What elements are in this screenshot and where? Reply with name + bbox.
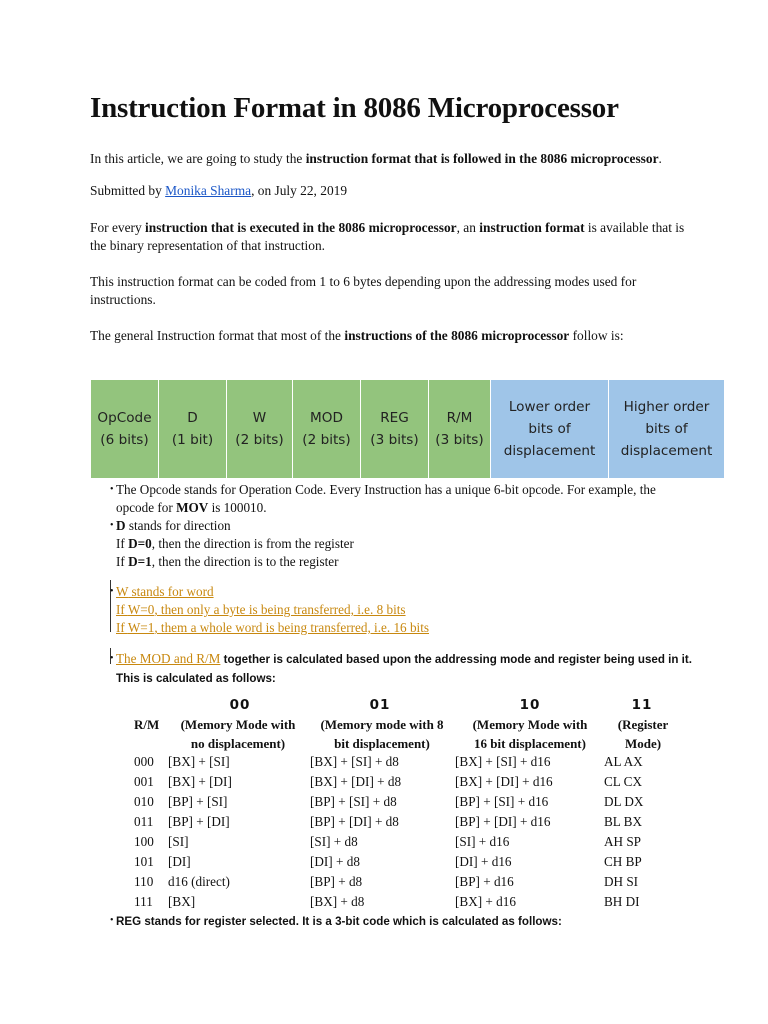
bullet-opcode (110, 481, 676, 517)
opcode-value: is 100010. (208, 500, 267, 515)
rm-col-header-line: no displacement) (190, 736, 286, 751)
rm-cell-d16: [BX] + d16 (455, 894, 516, 909)
rm-cell-register: BL BX (604, 814, 642, 829)
word-w1 (116, 619, 676, 637)
p1-text-a: For every (90, 220, 146, 235)
mod-rm-text: together is calculated based upon the addressing mode and register being used in it. This is calculated as follows: (116, 653, 692, 685)
p3-bold-b: instructions of the 8086 microprocessor (344, 328, 570, 343)
rm-col-header-01 (308, 715, 456, 753)
format-cell-name: REG (380, 410, 409, 426)
word-text: stands for word (128, 584, 214, 599)
d1-if: If (116, 554, 129, 569)
bullet-dot: • (110, 586, 114, 597)
rm-cell-d8: [BP] + d8 (310, 874, 363, 889)
rm-cell-no-disp: [BP] + [SI] (168, 794, 228, 809)
format-cell-name: MOD (310, 410, 343, 426)
d0-text: , then the direction is from the register (151, 536, 354, 551)
w0-value: W=0 (127, 602, 155, 617)
rm-cell-register: AH SP (604, 834, 642, 849)
intro-text: In this article, we are going to study the (90, 151, 306, 166)
w1-value: W=1 (127, 620, 155, 635)
rm-cell-d8: [BX] + [SI] + d8 (310, 754, 399, 769)
direction-d1 (116, 553, 676, 571)
bullet-dot: • (110, 915, 114, 926)
rm-col-header-line: bit displacement) (334, 736, 430, 751)
rm-cell-d8: [BX] + [DI] + d8 (310, 774, 402, 789)
rm-code-11: 11 (631, 697, 653, 713)
format-cell-bits: (3 bits) (435, 432, 484, 448)
rm-cell-d16: [BP] + d16 (455, 874, 514, 889)
format-cell-name: OpCode (97, 410, 152, 426)
p3-text-c: follow is: (569, 328, 624, 343)
reg-text: REG stands for register selected. It is a 3-bit code which is calculated as follows: (116, 915, 562, 928)
rm-cell-d16: [BX] + [SI] + d16 (455, 754, 551, 769)
rm-cell-d8: [BX] + d8 (310, 894, 365, 909)
bullet-word[interactable] (110, 583, 676, 637)
p1-bold-b: instruction that is executed in the 8086 microprocessor (145, 220, 457, 235)
rm-col-header-line: (Register (617, 717, 669, 732)
rm-cell-register: BH DI (604, 894, 640, 909)
rm-col-header-line: (Memory Mode with (180, 717, 296, 732)
format-row (91, 380, 725, 479)
format-cell-bits: (3 bits) (370, 432, 419, 448)
byline (90, 182, 686, 200)
rm-cell-register: AL AX (604, 754, 643, 769)
bullet-dot: • (110, 484, 114, 495)
byline-date: , on July 22, 2019 (251, 183, 348, 198)
rm-cell-d16: [BX] + [DI] + d16 (455, 774, 553, 789)
p3-text-a: The general Instruction format that most of the (90, 328, 345, 343)
rm-cell-code: 100 (134, 834, 154, 849)
rm-cell-no-disp: [DI] (168, 854, 191, 869)
word-heading (116, 583, 676, 601)
d1-text: , then the direction is to the register (151, 554, 339, 569)
format-cell-line: displacement (620, 443, 713, 459)
rm-cell-no-disp: [SI] (168, 834, 189, 849)
format-cell-line: displacement (503, 443, 596, 459)
rm-cell-no-disp: d16 (direct) (168, 874, 230, 889)
direction-heading (116, 517, 676, 535)
rm-col-header-line: (Memory Mode with (472, 717, 588, 732)
rm-cell-code: 101 (134, 854, 154, 869)
direction-letter: D (116, 518, 126, 533)
rm-label: R/M (134, 717, 160, 732)
intro-paragraph (90, 150, 686, 168)
p1-text-c: , an (456, 220, 480, 235)
d0-value: D=0 (128, 536, 152, 551)
rm-cell-code: 000 (134, 754, 154, 769)
rm-cell-code: 001 (134, 774, 154, 789)
rm-cell-register: CL CX (604, 774, 642, 789)
page-title: Instruction Format in 8086 Microprocessor (90, 92, 619, 124)
rm-cell-d16: [BP] + [SI] + d16 (455, 794, 549, 809)
rm-col-header-line: 16 bit displacement) (474, 736, 586, 751)
rm-cell-code: 110 (134, 874, 154, 889)
rm-col-header-line: Mode) (624, 736, 662, 751)
format-cell-higher-displacement (609, 380, 725, 479)
opcode-mov: MOV (176, 500, 209, 515)
direction-d0 (116, 535, 676, 553)
format-cell-bits: (6 bits) (100, 432, 149, 448)
bullet-mod-rm (110, 650, 698, 688)
rm-cell-no-disp: [BP] + [DI] (168, 814, 230, 829)
format-cell-line: Lower order (508, 399, 591, 415)
rm-cell-d8: [DI] + d8 (310, 854, 360, 869)
rm-col-header-10 (456, 715, 604, 753)
format-cell-line: Higher order (623, 399, 710, 415)
rm-code-00: 00 (229, 697, 251, 713)
byline-prefix: Submitted by (90, 183, 166, 198)
d1-value: D=1 (128, 554, 152, 569)
rm-cell-code: 011 (134, 814, 154, 829)
format-cell-bits: (1 bit) (171, 432, 214, 448)
p1-bold-d: instruction format (479, 220, 585, 235)
format-cell-rm (429, 380, 491, 479)
format-cell-name: W (252, 410, 267, 426)
word-letter: W (116, 584, 129, 599)
rm-cell-no-disp: [BX] (168, 894, 196, 909)
rm-code-01: 01 (369, 697, 391, 713)
rm-cell-register: DH SI (604, 874, 639, 889)
rm-cell-d16: [SI] + d16 (455, 834, 510, 849)
format-cell-bits: (2 bits) (235, 432, 284, 448)
format-cell-mod (293, 380, 361, 479)
rm-cell-code: 111 (134, 894, 153, 909)
d0-if: If (116, 536, 129, 551)
rm-col-header-00 (168, 715, 308, 753)
rm-cell-register: DL DX (604, 794, 644, 809)
rm-cell-no-disp: [BX] + [SI] (168, 754, 230, 769)
rm-cell-d8: [BP] + [DI] + d8 (310, 814, 399, 829)
format-cell-w (227, 380, 293, 479)
format-cell-line: bits of (528, 421, 571, 437)
rm-col-header-line: (Memory mode with 8 (320, 717, 444, 732)
w0-text: , then only a byte is being transferred, i.e. 8 bits (154, 602, 406, 617)
rm-code-10: 10 (519, 697, 541, 713)
instruction-format-table (90, 379, 725, 479)
mod-rm-link[interactable]: The MOD and R/M (116, 651, 221, 666)
w1-if: If (116, 620, 128, 635)
bullet-direction (110, 517, 676, 571)
format-cell-name: R/M (446, 410, 473, 426)
intro-end: . (658, 151, 662, 166)
rm-cell-d8: [SI] + d8 (310, 834, 358, 849)
format-cell-lower-displacement (491, 380, 609, 479)
bullet-dot: • (110, 520, 114, 531)
format-cell-reg (361, 380, 429, 479)
rm-cell-code: 010 (134, 794, 154, 809)
bullet-dot: • (110, 653, 114, 664)
opcode-text: The Opcode stands for Operation Code. Every Instruction has a unique 6-bit opcode. For example, the opcode for (116, 482, 656, 515)
format-cell-name: D (187, 410, 198, 426)
paragraph-binary-representation (90, 219, 686, 255)
format-cell-line: bits of (645, 421, 688, 437)
bullet-reg (110, 912, 698, 931)
w0-if: If (116, 602, 128, 617)
paragraph-byte-length: This instruction format can be coded from 1 to 6 bytes depending upon the addressing modes used for instructions. (90, 274, 637, 307)
p1-text-e: is available that is the binary representation of that instruction. (90, 220, 685, 253)
rm-cell-register: CH BP (604, 854, 642, 869)
format-cell-bits: (2 bits) (302, 432, 351, 448)
rm-cell-d16: [DI] + d16 (455, 854, 512, 869)
direction-text: stands for direction (125, 518, 231, 533)
paragraph-general-format (90, 327, 686, 345)
rm-cell-no-disp: [BX] + [DI] (168, 774, 232, 789)
format-cell-opcode (91, 380, 159, 479)
author-link[interactable]: Monika Sharma (165, 183, 252, 198)
rm-cell-d16: [BP] + [DI] + d16 (455, 814, 551, 829)
intro-bold-text: instruction format that is followed in the 8086 microprocessor (305, 151, 659, 166)
format-cell-d (159, 380, 227, 479)
rm-cell-d8: [BP] + [SI] + d8 (310, 794, 397, 809)
w1-text: , them a whole word is being transferred, i.e. 16 bits (154, 620, 429, 635)
rm-col-header-11 (604, 715, 682, 753)
word-w0 (116, 601, 676, 619)
